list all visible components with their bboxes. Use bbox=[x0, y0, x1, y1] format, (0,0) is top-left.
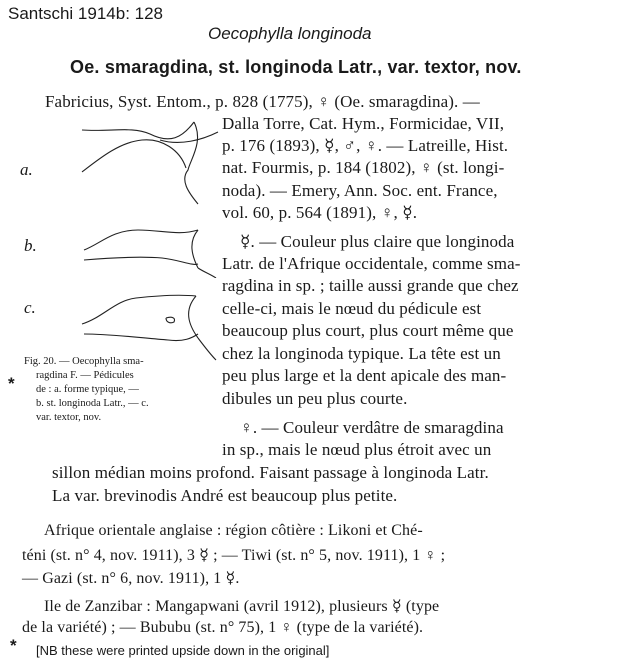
body-line: p. 176 (1893), ☿, ♂, ♀. — Latreille, Hist. bbox=[222, 136, 509, 155]
body-line: vol. 60, p. 564 (1891), ♀, ☿. bbox=[222, 203, 418, 222]
body-line: in sp., mais le nœud plus étroit avec un bbox=[222, 440, 492, 459]
body-line: ♀. — Couleur verdâtre de smaragdina bbox=[240, 418, 504, 437]
body-line: Fabricius, Syst. Entom., p. 828 (1775), ♀ (Oe. smaragdina). — bbox=[45, 92, 480, 111]
pedicel-drawing-c bbox=[76, 284, 226, 362]
pedicel-drawing-b bbox=[78, 218, 228, 278]
body-line: nat. Fourmis, p. 184 (1802), ♀ (st. longi- bbox=[222, 158, 505, 177]
upside-down-note: [NB these were printed upside down in the original] bbox=[36, 643, 330, 658]
figure-caption-line: ragdina F. — Pédicules bbox=[36, 370, 134, 381]
figure-pedicels bbox=[20, 112, 220, 362]
body-line: Dalla Torre, Cat. Hym., Formicidae, VII, bbox=[222, 114, 505, 133]
locality-line: — Gazi (st. n° 6, nov. 1911), 1 ☿. bbox=[22, 570, 240, 587]
body-line: beaucoup plus court, plus court même que bbox=[222, 321, 514, 340]
locality-line: de la variété) ; — Bububu (st. n° 75), 1 ♀ (type de la variété). bbox=[22, 619, 424, 636]
title-rank: , st. longinoda Latr., var. bbox=[207, 57, 420, 77]
title-suffix: , nov. bbox=[474, 57, 522, 77]
figure-caption-line: de : a. forme typique, — bbox=[36, 384, 139, 395]
citation-header: Santschi 1914b: 128 bbox=[8, 4, 164, 23]
pedicel-drawing-a bbox=[70, 112, 230, 212]
title-name: Oe. smaragdina bbox=[70, 57, 208, 77]
body-line: La var. brevinodis André est beaucoup plus petite. bbox=[52, 486, 398, 505]
body-line: noda). — Emery, Ann. Soc. ent. France, bbox=[222, 181, 498, 200]
taxon-title bbox=[70, 57, 522, 78]
species-header: Oecophylla longinoda bbox=[208, 24, 372, 43]
asterisk-marker: * bbox=[8, 374, 15, 393]
body-line: ☿. — Couleur plus claire que longinoda bbox=[240, 232, 515, 251]
figure-label-c: c. bbox=[24, 298, 36, 317]
body-line: peu plus large et la dent apicale des man- bbox=[222, 366, 507, 385]
body-line: ragdina in sp. ; taille aussi grande que chez bbox=[222, 276, 519, 295]
title-textor: textor bbox=[424, 57, 475, 77]
figure-caption-line: Fig. 20. — Oecophylla sma- bbox=[24, 356, 144, 367]
figure-label-a: a. bbox=[20, 160, 33, 179]
locality-line: Afrique orientale anglaise : région côtière : Likoni et Ché- bbox=[44, 522, 423, 539]
note-asterisk: * bbox=[10, 636, 17, 655]
body-line: celle-ci, mais le nœud du pédicule est bbox=[222, 299, 482, 318]
locality-line: téni (st. n° 4, nov. 1911), 3 ☿ ; — Tiwi (st. n° 5, nov. 1911), 1 ♀ ; bbox=[22, 547, 446, 564]
locality-line: Ile de Zanzibar : Mangapwani (avril 1912), plusieurs ☿ (type bbox=[44, 598, 440, 615]
figure-caption-line: b. st. longinoda Latr., — c. bbox=[36, 398, 149, 409]
body-line: Latr. de l'Afrique occidentale, comme sma- bbox=[222, 254, 521, 273]
body-line: chez la longinoda typique. La tête est un bbox=[222, 344, 501, 363]
figure-label-b: b. bbox=[24, 236, 37, 255]
figure-caption-line: var. textor, nov. bbox=[36, 412, 102, 423]
body-line: sillon médian moins profond. Faisant passage à longinoda Latr. bbox=[52, 463, 489, 482]
body-line: dibules un peu plus courte. bbox=[222, 389, 408, 408]
